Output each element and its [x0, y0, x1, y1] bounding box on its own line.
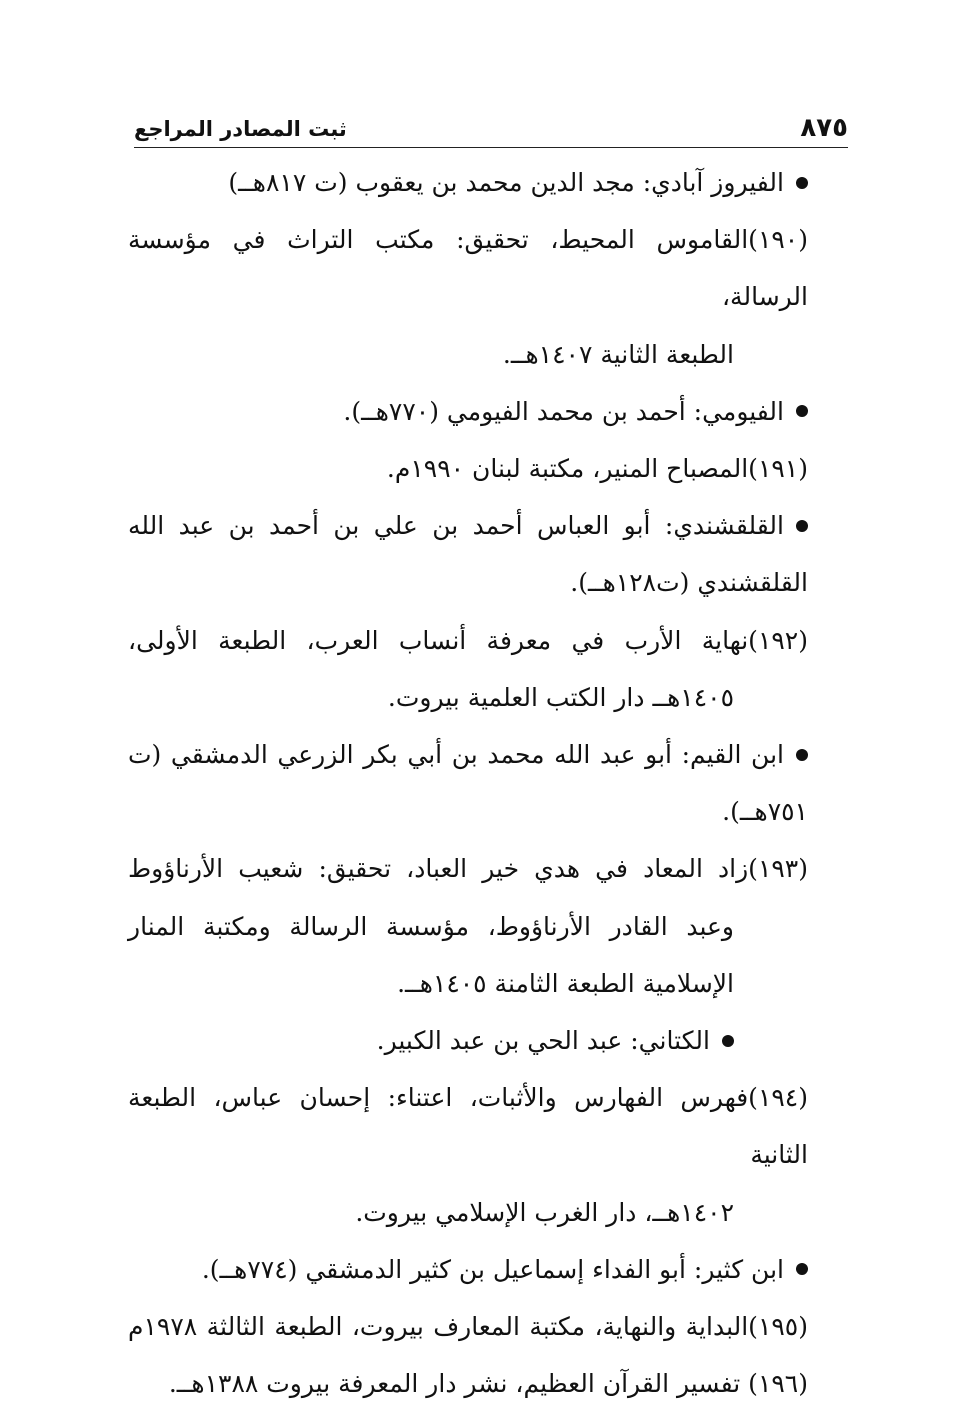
author-text: ابن القيم: أبو عبد الله محمد بن أبي بكر الزرعي الدمشقي (ت: [128, 740, 784, 770]
author-entry: [128, 726, 808, 840]
bullet-icon: [796, 1263, 808, 1275]
work-entry: [128, 1355, 808, 1412]
entry-line: ٧٥١هــ).: [722, 797, 808, 827]
running-title: ثبت المصادر المراجع: [134, 117, 347, 141]
page-header: [134, 108, 848, 148]
bullet-icon: [796, 177, 808, 189]
entry-line: ١٤٠٥هــ دار الكتب العلمية بيروت.: [387, 682, 734, 712]
bibliography-list: [128, 154, 808, 1412]
author-entry: [128, 497, 808, 611]
entry-line: القلقشندي (ت١٢٨هــ).: [570, 568, 808, 598]
author-entry: [128, 154, 808, 211]
entry-line: (١٩٦) تفسير القرآن العظيم، نشر دار المعرفة بيروت ١٣٨٨هــ.: [168, 1369, 808, 1399]
author-text: ابن كثير: أبو الفداء إسماعيل بن كثير الدمشقي (٧٧٤هــ).: [201, 1254, 784, 1284]
entry-line: الطبعة الثانية ١٤٠٧هــ.: [502, 339, 734, 369]
work-entry: [128, 1069, 808, 1241]
page-number: ٨٧٥: [800, 113, 848, 143]
entry-line: (١٩٥)البداية والنهاية، مكتبة المعارف بيروت، الطبعة الثالثة ١٩٧٨م: [128, 1312, 808, 1342]
entry-line: (١٩١)المصباح المنير، مكتبة لبنان ١٩٩٠م.: [386, 454, 808, 484]
work-entry: [128, 440, 808, 497]
entry-line: [128, 726, 808, 783]
author-entry: [128, 383, 808, 440]
author-text: القلقشندي: أبو العباس أحمد بن علي بن أحمد بن عبد الله: [128, 511, 784, 541]
entry-line: الإسلامية الطبعة الثامنة ١٤٠٥هــ.: [397, 968, 734, 998]
entry-line: (١٩٠)القاموس المحيط، تحقيق: مكتب التراث في مؤسسة الرسالة،: [128, 225, 808, 312]
author-entry: [128, 1012, 808, 1069]
entry-line: (١٩٣)زاد المعاد في هدي خير العباد، تحقيق: شعيب الأرناؤوط: [128, 854, 808, 884]
entry-line: ١٤٠٢هــ، دار الغرب الإسلامي بيروت.: [355, 1197, 734, 1227]
author-entry: [128, 1241, 808, 1298]
work-entry: [128, 612, 808, 726]
bullet-icon: [796, 749, 808, 761]
work-entry: [128, 1298, 808, 1355]
work-entry: [128, 840, 808, 1012]
author-text: الفيروز آبادي: مجد الدين محمد بن يعقوب (ت ٨١٧هــ): [228, 168, 784, 197]
bullet-icon: [796, 520, 808, 532]
author-text: الفيومي: أحمد بن محمد الفيومي (٧٧٠هــ).: [343, 396, 784, 426]
bullet-icon: [796, 405, 808, 417]
entry-line: (١٩٢)نهاية الأرب في معرفة أنساب العرب، الطبعة الأولى،: [128, 625, 808, 655]
header-rule: [134, 147, 848, 148]
entry-line: [128, 497, 808, 554]
entry-line: وعبد القادر الأرناؤوط، مؤسسة الرسالة ومكتبة المنار: [128, 911, 734, 941]
bullet-icon: [722, 1035, 734, 1047]
author-text: الكتاني: عبد الحي بن عبد الكبير.: [376, 1026, 710, 1056]
entry-line: (١٩٤)فهرس الفهارس والأثبات، اعتناء: إحسان عباس، الطبعة الثانية: [128, 1083, 808, 1170]
work-entry: [128, 211, 808, 383]
